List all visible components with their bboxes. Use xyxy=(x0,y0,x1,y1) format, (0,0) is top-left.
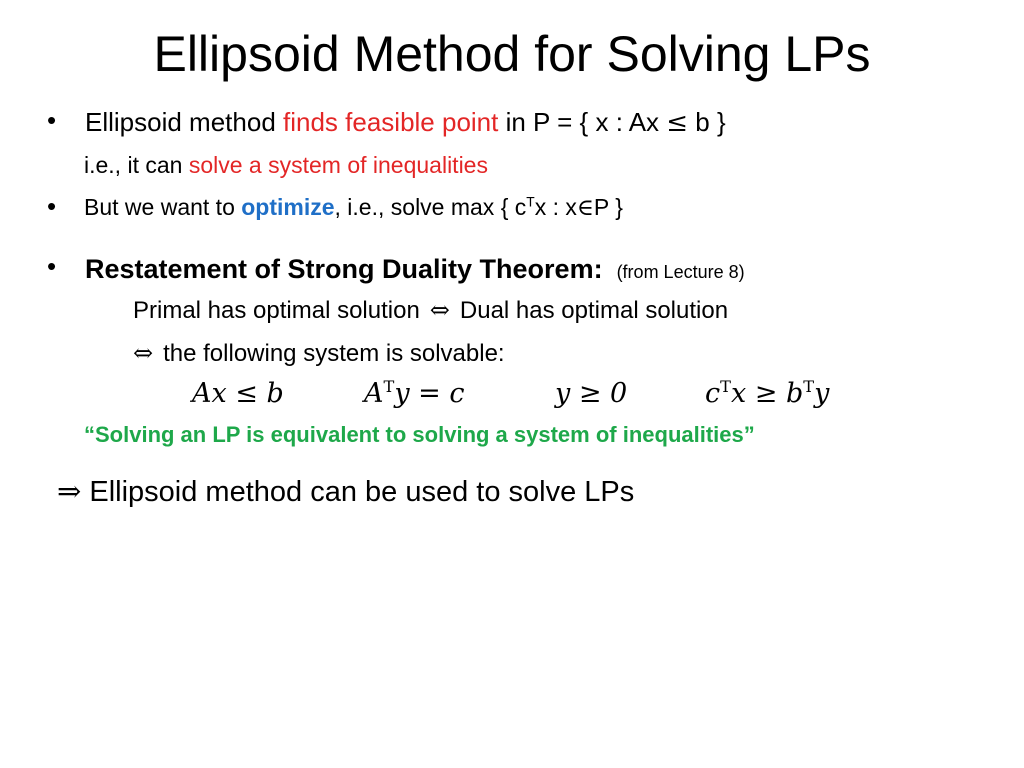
transpose-sup: T xyxy=(526,194,535,210)
system-solvable-line xyxy=(133,336,505,371)
slide-title: Ellipsoid Method for Solving LPs xyxy=(153,26,871,82)
bullet1-text-pre: Ellipsoid method xyxy=(85,107,283,137)
bullet2-pre: But we want to xyxy=(84,194,242,220)
strong-duality-heading: Restatement of Strong Duality Theorem: xyxy=(85,254,603,284)
obj-c: c xyxy=(705,378,721,409)
conclusion-text: Ellipsoid method can be used to solve LPs xyxy=(81,476,635,508)
bullet1-sub-highlight: solve a system of inequalities xyxy=(188,152,488,178)
equivalence-quote: “Solving an LP is equivalent to solving a system of inequalities” xyxy=(84,422,755,447)
constraint-nonneg: y ≥ 0 xyxy=(555,378,628,409)
bullet-dot: • xyxy=(47,105,57,135)
bullet1-text-end: b } xyxy=(688,107,726,137)
conclusion-line xyxy=(57,471,634,512)
iff-symbol: ⇔ xyxy=(429,296,450,324)
lecture-reference: (from Lecture 8) xyxy=(616,262,745,282)
leq-symbol: ≤ xyxy=(666,108,689,138)
obj-mid: x ≥ b xyxy=(730,378,804,409)
dual-transpose: T xyxy=(383,377,395,396)
bullet-optimize xyxy=(84,190,623,225)
bullet2-end: P } xyxy=(593,194,623,220)
primal-text: Primal has optimal solution xyxy=(133,297,420,324)
bullet2-mid: , i.e., solve max { c xyxy=(334,194,527,220)
element-of-symbol: ∈ xyxy=(576,195,594,221)
bullet1-highlight: finds feasible point xyxy=(283,107,499,137)
bullet-sub-inequalities xyxy=(84,148,488,182)
bullet2-mid2: x : x xyxy=(534,194,577,220)
bullet-feasible-point xyxy=(85,104,726,141)
dual-matrix: A xyxy=(364,378,384,409)
bullet2-highlight: optimize xyxy=(241,194,335,220)
bullet-dot: • xyxy=(47,191,57,221)
bullet1-text-post: in P = { x : Ax xyxy=(498,107,667,137)
constraint-objective xyxy=(705,375,829,413)
iff-symbol: ⇔ xyxy=(133,339,154,367)
primal-dual-line xyxy=(133,293,728,328)
constraint-dual xyxy=(364,375,464,413)
bullet1-sub-pre: i.e., it can xyxy=(84,152,189,178)
bullet-strong-duality xyxy=(85,250,745,291)
constraint-primal: Ax ≤ b xyxy=(192,378,284,409)
dual-rhs: y = c xyxy=(394,378,465,409)
obj-transpose-b: T xyxy=(803,377,815,396)
bullet-dot: • xyxy=(47,251,57,281)
dual-text: Dual has optimal solution xyxy=(459,297,729,324)
obj-transpose-c: T xyxy=(720,377,731,396)
implies-symbol: ⇒ xyxy=(57,474,82,508)
system-text: the following system is solvable: xyxy=(163,340,505,367)
obj-y: y xyxy=(814,378,830,409)
